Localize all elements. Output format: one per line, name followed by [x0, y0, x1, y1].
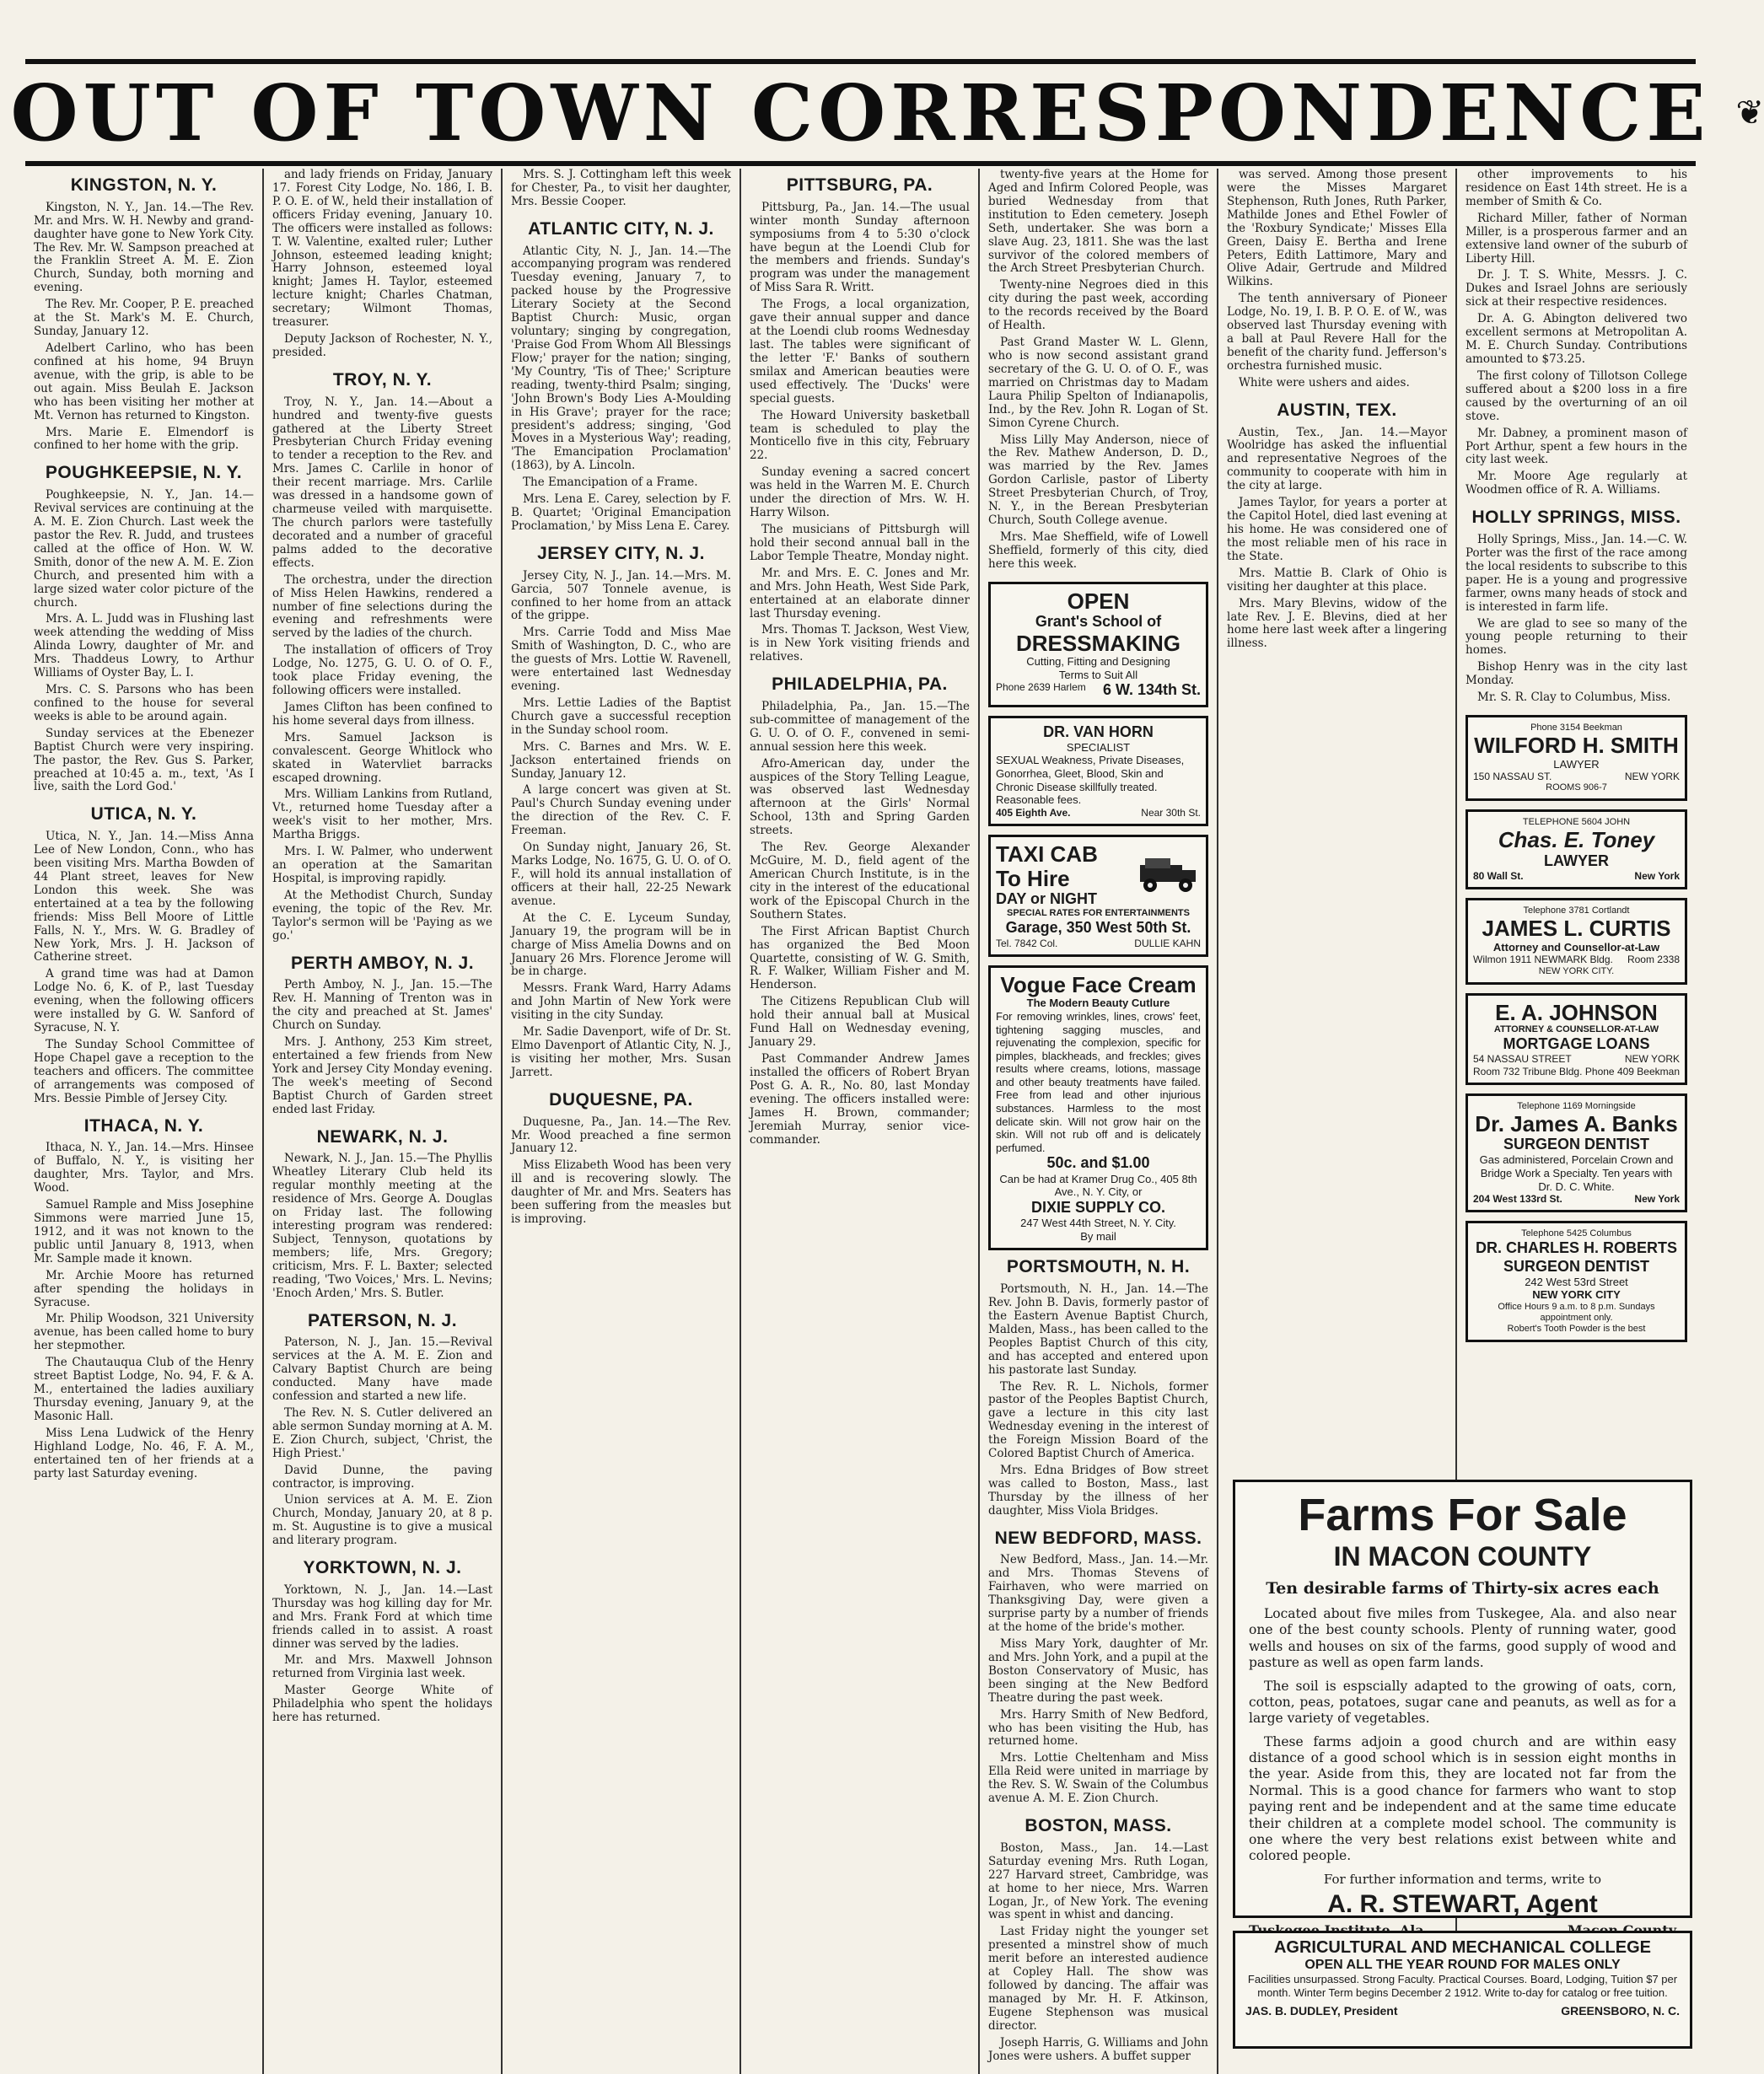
ad-toney-city: New York	[1634, 870, 1680, 882]
article-heading: JERSEY CITY, N. J.	[511, 544, 731, 565]
ad-toney-name: Chas. E. Toney	[1473, 828, 1680, 852]
article-paragraph: The Rev. R. L. Nichols, former pastor of the Peoples Baptist Church, gave a lecture in this city last Wednesday evening in the interest of the Foreign Mission Board of the Colored Baptist Church of America.	[988, 1381, 1208, 1462]
article	[988, 1529, 1208, 1806]
ad-open-subject: DRESSMAKING	[996, 631, 1201, 656]
article-paragraph: The Rev. N. S. Cutler delivered an able sermon Sunday morning at A. M. E. Zion Church, subject, 'Christ, the High Priest.'	[272, 1407, 492, 1461]
article-paragraph: Ithaca, N. Y., Jan. 14.—Mrs. Hinsee of Buffalo, N. Y., is visiting her daughter, Mrs. Taylor, and Mrs. Wood.	[34, 1142, 254, 1196]
ad-open-line: Cutting, Fitting and Designing	[996, 655, 1201, 669]
article	[272, 370, 492, 943]
article-paragraph: Perth Amboy, N. J., Jan. 15.—The Rev. H. Manning of Trenton was in the city and preached at St. James' Church on Sunday.	[272, 979, 492, 1033]
article-paragraph: Mr. Dabney, a prominent mason of Port Arthur, spent a few hours in the city last week.	[1466, 427, 1687, 468]
article-paragraph: Holly Springs, Miss., Jan. 14.—C. W. Porter was the first of the race among the local residents to subscribe to this paper. He is a young and progressive farmer, owns many heads of stock and is interested in farm life.	[1466, 534, 1687, 615]
article-heading: YORKTOWN, N. J.	[272, 1558, 492, 1579]
article-paragraph: Austin, Tex., Jan. 14.—Mayor Woolridge has asked the influential and representative Negroes of the community to cooperate with him in the city at large.	[1227, 427, 1447, 494]
article	[1227, 400, 1447, 652]
article-paragraph: Mrs. William Lankins from Rutland, Vt., returned home Tuesday after a week's visit to her mother, Mrs. Martha Briggs.	[272, 788, 492, 842]
article-paragraph: Mr. Archie Moore has returned after spending the holidays in Syracuse.	[34, 1270, 254, 1310]
ad-johnson-room: Room 732 Tribune Bldg.	[1473, 1066, 1582, 1077]
article-paragraph: Mrs. Mattie B. Clark of Ohio is visiting her daughter at this place.	[1227, 567, 1447, 594]
article-heading: UTICA, N. Y.	[34, 804, 254, 825]
article	[272, 954, 492, 1117]
column-3	[503, 169, 741, 2074]
page-title: OUT OF TOWN CORRESPONDENCE	[11, 67, 1711, 159]
ad-smith-name: WILFORD H. SMITH	[1473, 733, 1680, 758]
ad-johnson-phone: Phone 409 Beekman	[1585, 1066, 1680, 1077]
roberts-dentist-ad	[1466, 1221, 1687, 1342]
article	[511, 219, 731, 534]
article-paragraph: Dr. J. T. S. White, Messrs. J. C. Dukes and Israel Johns are seriously sick at their respective residences.	[1466, 269, 1687, 309]
article-paragraph: Mrs. S. J. Cottingham left this week for Chester, Pa., to visit her daughter, Mrs. Bessie Cooper.	[511, 169, 731, 209]
farms-write: For further information and terms, write to	[1249, 1872, 1676, 1887]
ad-banks-city: New York	[1634, 1193, 1680, 1205]
ad-vogue-mail: By mail	[996, 1230, 1201, 1244]
article-paragraph: Pittsburg, Pa., Jan. 14.—The usual winter month Sunday afternoon symposiums from 4 to 5:30 o'clock have begun at the Loendi Club for the members and friends. Sunday's program was under the management of Miss Sara R. Writt.	[750, 201, 970, 295]
article-paragraph: Troy, N. Y., Jan. 14.—About a hundred and twenty-five guests gathered at the Liberty Street Presbyterian Church Friday evening to tender a reception to the Rev. and Mrs. James C. Carlile in honor of their recent marriage. Mrs. Carlile was dressed in a handsome gown of charmeuse veiled with marquisette. The church parlors were tastefully decorated and a number of graceful palms added to the decorative effects.	[272, 396, 492, 571]
ads-block-open	[988, 582, 1208, 1251]
dressmaking-ad	[988, 582, 1208, 707]
taxi-ad	[988, 835, 1208, 957]
agri-foot-right: GREENSBORO, N. C.	[1561, 2004, 1680, 2018]
ad-taxi-special: SPECIAL RATES FOR ENTERTAINMENTS	[996, 908, 1201, 919]
article-paragraph: Mr. and Mrs. E. C. Jones and Mr. and Mrs. John Heath, West Side Park, entertained at an elaborate dinner last Thursday evening.	[750, 567, 970, 621]
article	[272, 1558, 492, 1725]
article-paragraph: At the Methodist Church, Sunday evening, the topic of the Rev. Mr. Taylor's sermon will be 'Paying as we go.'	[272, 889, 492, 943]
article-paragraph: James Clifton has been confined to his home several days from illness.	[272, 701, 492, 728]
article-paragraph: James Taylor, for years a porter at the Capitol Hotel, died last evening at his home. He was considered one of the most reliable men of his race in the State.	[1227, 497, 1447, 564]
agri-title: AGRICULTURAL AND MECHANICAL COLLEGE	[1245, 1938, 1680, 1958]
article-paragraph: Union services at A. M. E. Zion Church, Monday, January 20, at 8 p. m. St. Augustine is to give a musical and literary program.	[272, 1494, 492, 1548]
ad-banks-body: Gas administered, Porcelain Crown and Bridge Work a Specialty. Ten years with Dr. D. C. White.	[1473, 1153, 1680, 1193]
article-paragraph: Mr. S. R. Clay to Columbus, Miss.	[1466, 691, 1687, 705]
article-paragraph: At the C. E. Lyceum Sunday, January 19, the program will be in charge of Miss Amelia Downs and on January 26 Mrs. Florence Jerome will be in charge.	[511, 912, 731, 980]
ad-curtis-city: NEW YORK CITY.	[1473, 966, 1680, 977]
farms-paragraph-2: The soil is espscially adapted to the growing of oats, corn, cotton, peas, potatoes, sugar cane and peanuts, as well as for a large variety of vegetables.	[1249, 1679, 1676, 1727]
article-paragraph: and lady friends on Friday, January 17. Forest City Lodge, No. 186, I. B. P. O. E. of W., held their installation of officers Friday evening, January 10. The officers were installed as follows: T. W. Valentine, exalted ruler; Luther Johnson, esteemed leading knight; Harry Johnson, esteemed loyal knight; James H. Taylor, esteemed lecture knight; Charles Chatman, secretary; Wilmont Thomas, treasurer.	[272, 169, 492, 330]
ad-vanhorn-body: SEXUAL Weakness, Private Diseases, Gonorrhea, Gleet, Blood, Skin and Chronic Disease skillfully treated. Reasonable fees.	[996, 754, 1201, 806]
article-paragraph: Duquesne, Pa., Jan. 14.—The Rev. Mr. Wood preached a fine sermon January 12.	[511, 1116, 731, 1157]
article	[272, 1127, 492, 1301]
article-paragraph: The installation of officers of Troy Lodge, No. 1275, G. U. O. of O. F., took place Friday evening, the following officers were installed.	[272, 644, 492, 698]
article	[511, 1090, 731, 1227]
ad-toney-addr: 80 Wall St.	[1473, 870, 1524, 882]
ad-vanhorn-name: DR. VAN HORN	[996, 723, 1201, 741]
article-paragraph: Miss Elizabeth Wood has been very ill and is recovering slowly. The daughter of Mr. and Mrs. Seaters has been suffering from the measles but is improving.	[511, 1159, 731, 1227]
ad-vanhorn-near: Near 30th St.	[1141, 807, 1201, 819]
ad-roberts-hours: Office Hours 9 a.m. to 8 p.m. Sundays appointment only.	[1473, 1302, 1680, 1324]
farms-agent: A. R. STEWART, Agent	[1249, 1890, 1676, 1919]
article-paragraph: New Bedford, Mass., Jan. 14.—Mr. and Mrs. Thomas Stevens of Fairhaven, who were married on Thanksgiving Day, were given a surprise party by a number of friends at the home of the bride's mother.	[988, 1554, 1208, 1635]
article-paragraph: Paterson, N. J., Jan. 15.—Revival services at the A. M. E. Zion and Calvary Baptist Church are being conducted. Many have made confession and started a new life.	[272, 1336, 492, 1404]
article-paragraph: The Citizens Republican Club will hold their annual ball at Musical Fund Hall on Wednesday evening, January 29.	[750, 996, 970, 1050]
article-paragraph: Mrs. Mae Sheffield, wife of Lowell Sheffield, formerly of this city, died here this week.	[988, 531, 1208, 572]
article	[272, 1311, 492, 1549]
article-heading: KINGSTON, N. Y.	[34, 175, 254, 196]
article-paragraph: Past Grand Master W. L. Glenn, who is now second assistant grand secretary of the G. U. O. of O. F., was married on Christmas day to Madam Laura Philip Spelton of Indianapolis, Ind., by the Rev. John R. Logan of St. Simon Cyrene Church.	[988, 336, 1208, 430]
article-heading: HOLLY SPRINGS, MISS.	[1466, 508, 1687, 529]
article-paragraph: Mr. Philip Woodson, 321 University avenue, has been called home to bury her stepmother.	[34, 1313, 254, 1353]
ad-smith-addr: 150 NASSAU ST.	[1473, 771, 1552, 782]
article-paragraph: Utica, N. Y., Jan. 14.—Miss Anna Lee of New London, Conn., who has been visiting Mrs. Martha Bowden of 44 Plant street, leaves for New London this week. She was entertained at a tea by the following friends: Miss Bell Moore of Little Falls, N. Y., Mrs. W. G. Bradley of New York, Mrs. J. H. Jackson of Catherine street.	[34, 830, 254, 964]
ad-curtis-title: Attorney and Counsellor-at-Law	[1473, 941, 1680, 954]
ad-smith-rooms: ROOMS 906-7	[1473, 782, 1680, 793]
ad-johnson-addr: 54 NASSAU STREET	[1473, 1053, 1572, 1065]
article-paragraph: Mr. Sadie Davenport, wife of Dr. St. Elmo Davenport of Atlantic City, N. J., is visiting her mother, Mrs. Susan Jarrett.	[511, 1026, 731, 1080]
article-paragraph: other improvements to his residence on East 14th street. He is a member of Smith & Co.	[1466, 169, 1687, 209]
article-paragraph: Sunday evening a sacred concert was held in the Warren M. E. Church under the direction of Mrs. W. H. Harry Wilson.	[750, 466, 970, 520]
ad-open-school: Grant's School of	[996, 613, 1201, 631]
agri-sub: OPEN ALL THE YEAR ROUND FOR MALES ONLY	[1245, 1958, 1680, 1973]
article-paragraph: Mrs. Marie E. Elmendorf is confined to her home with the grip.	[34, 427, 254, 454]
article-paragraph: Mr. and Mrs. Maxwell Johnson returned from Virginia last week.	[272, 1654, 492, 1681]
article-paragraph: Bishop Henry was in the city last Monday.	[1466, 661, 1687, 688]
ad-johnson-sub: MORTGAGE LOANS	[1473, 1035, 1680, 1053]
article-paragraph: Last Friday night the younger set presented a minstrel show of much merit before an interested audience at Copley Hall. The show was followed by dancing. The affair was managed by Mr. H. F. Atkinson, Eugene Stephenson was musical director.	[988, 1926, 1208, 2033]
article-heading: PHILADELPHIA, PA.	[750, 674, 970, 696]
ad-banks-title: SURGEON DENTIST	[1473, 1136, 1680, 1153]
article-paragraph: The Rev. Mr. Cooper, P. E. preached at the St. Mark's M. E. Church, Sunday, January 12.	[34, 298, 254, 339]
ad-vogue-sub: The Modern Beauty Cutlure	[996, 997, 1201, 1010]
vogue-face-cream-ad	[988, 965, 1208, 1251]
article-paragraph: Master George White of Philadelphia who spent the holidays here has returned.	[272, 1684, 492, 1725]
ad-curtis-addr: Wilmon 1911 NEWMARK Bldg.	[1473, 954, 1613, 965]
article-paragraph: Miss Mary York, daughter of Mr. and Mrs. John York, and a pupil at the Boston Conservatory of Music, has been singing at the New Bedford Theatre during the past week.	[988, 1638, 1208, 1706]
article-paragraph: White were ushers and aides.	[1227, 377, 1447, 390]
article-heading: POUGHKEEPSIE, N. Y.	[34, 463, 254, 484]
article-heading: ITHACA, N. Y.	[34, 1116, 254, 1137]
article-paragraph: David Dunne, the paving contractor, is improving.	[272, 1464, 492, 1491]
article-paragraph: Mrs. Mary Blevins, widow of the late Rev. J. E. Blevins, died at her home here last week after a lingering illness.	[1227, 598, 1447, 652]
article-paragraph: Mrs. C. S. Parsons who has been confined to the house for several weeks is able to be around again.	[34, 684, 254, 724]
article-paragraph: Mrs. Harry Smith of New Bedford, who has been visiting the Hub, has returned home.	[988, 1709, 1208, 1749]
article-paragraph: Mrs. Samuel Jackson is convalescent. George Whitlock who skated in Watervliet barracks escaped drowning.	[272, 732, 492, 786]
farms-paragraph-1: Located about five miles from Tuskegee, Ala. and also near one of the best county schools. Plenty of running water, good wells and houses on six of the farms, good supply of wood and pasture as well as open farm lands.	[1249, 1606, 1676, 1672]
ad-taxi-garage: Garage, 350 West 50th St.	[996, 919, 1201, 937]
ad-roberts-name: DR. CHARLES H. ROBERTS	[1473, 1239, 1680, 1257]
article-paragraph: Mrs. Lena E. Carey, selection by F. B. Quartet; 'Original Emancipation Proclamation,' by Miss Lena E. Carey.	[511, 493, 731, 534]
farms-title: Farms For Sale	[1249, 1492, 1676, 1538]
article-heading: PERTH AMBOY, N. J.	[272, 954, 492, 975]
ad-johnson-title: ATTORNEY & COUNSELLOR-AT-LAW	[1473, 1024, 1680, 1035]
article-paragraph: Sunday services at the Ebenezer Baptist Church were very inspiring. The pastor, the Rev. Gus S. Parker, preached at 10:45 a. m., text, 'As I live, saith the Lord God.'	[34, 728, 254, 795]
ad-smith-title: LAWYER	[1473, 758, 1680, 771]
column-2	[264, 169, 503, 2074]
ad-curtis-room: Room 2338	[1627, 954, 1680, 965]
ad-open-address: 6 W. 134th St.	[1103, 681, 1201, 699]
ad-taxi-line1: TAXI CAB	[996, 842, 1098, 867]
ad-banks-addr: 204 West 133rd St.	[1473, 1193, 1562, 1205]
article	[34, 463, 254, 794]
article-paragraph: The Emancipation of a Frame.	[511, 476, 731, 490]
ad-vanhorn-address: 405 Eighth Ave.	[996, 807, 1070, 819]
ad-open-phone: Phone 2639 Harlem	[996, 681, 1086, 699]
ad-vogue-dixie: DIXIE SUPPLY CO.	[996, 1199, 1201, 1217]
article	[34, 1116, 254, 1481]
ad-taxi-line3: DAY or NIGHT	[996, 890, 1098, 908]
article-paragraph: Samuel Rample and Miss Josephine Simmons were married June 15, 1912, and it was not known to the public until January 8, 1913, when Mr. Sample made it known.	[34, 1199, 254, 1266]
ad-smith-city: NEW YORK	[1625, 771, 1680, 782]
article-paragraph: We are glad to see so many of the young people returning to their homes.	[1466, 618, 1687, 658]
column-7	[1457, 169, 1696, 1475]
farms-subtitle: IN MACON COUNTY	[1249, 1541, 1676, 1572]
article-paragraph: Mrs. Carrie Todd and Miss Mae Smith of Washington, D. C., who are the guests of Mrs. Lottie W. Ravenell, were entertained last Wednesday evening.	[511, 626, 731, 694]
article-paragraph: Richard Miller, father of Norman Miller, is a prosperous farmer and an extensive land owner of the suburb of Liberty Hill.	[1466, 212, 1687, 266]
agri-body: Facilities unsurpassed. Strong Faculty. Practical Courses. Board, Lodging, Tuition $7 per month. Winter Term begins December 2 1912. Write to-day for catalog or free tuition.	[1245, 1973, 1680, 2001]
article-paragraph: Joseph Harris, G. Williams and John Jones were ushers. A buffet supper	[988, 2037, 1208, 2064]
banks-dentist-ad	[1466, 1093, 1687, 1213]
ad-vogue-body: For removing wrinkles, lines, crows' feet, tightening sagging muscles, and rejuvenating the complexion, specific for pimples, blackheads, and freckles; gives results where creams, lotions, massage and other beauty treatments have failed. Free from lead and other injurious substances. Harmless to the most delicate skin. Will not grow hair on the skin. Will not rub off and is delicately perfumed.	[996, 1010, 1201, 1155]
article	[988, 1257, 1208, 1518]
article	[34, 175, 254, 453]
article-paragraph: twenty-five years at the Home for Aged and Infirm Colored People, was buried Wednesday from that institution to Eden cemetery. Joseph Seth, undertaker. She was born a slave Aug. 23, 1811. She was the last survivor of the colored members of the Arch Street Presbyterian Church.	[988, 169, 1208, 276]
ads-block-professional	[1466, 715, 1687, 1342]
article-heading: DUQUESNE, PA.	[511, 1090, 731, 1111]
article-paragraph: The orchestra, under the direction of Miss Helen Hawkins, rendered a number of fine selections during the evening and refreshments were served by the ladies of the church.	[272, 574, 492, 642]
ad-roberts-title: SURGEON DENTIST	[1473, 1258, 1680, 1276]
article-paragraph: Mrs. J. Anthony, 253 Kim street, entertained a few friends from New York and Jersey City Monday evening. The week's meeting of Second Baptist Church of Garden street ended last Friday.	[272, 1036, 492, 1117]
toney-lawyer-ad	[1466, 809, 1687, 889]
article	[1227, 169, 1447, 390]
article-paragraph: Mrs. Edna Bridges of Bow street was called to Boston, Mass., last Thursday by the illness of her daughter, Miss Viola Bridges.	[988, 1464, 1208, 1518]
article-paragraph: The Rev. George Alexander McGuire, M. D., field agent of the American Church Institute, is in the city in the interest of the educational work of the Episcopal Church in the Southern States.	[750, 841, 970, 922]
vanhorn-ad	[988, 716, 1208, 826]
article-heading: BOSTON, MASS.	[988, 1816, 1208, 1837]
agri-foot-left: JAS. B. DUDLEY, President	[1245, 2004, 1398, 2018]
leaf-ornament-right-icon: ❦	[1736, 94, 1764, 132]
article-paragraph: Mrs. Thomas T. Jackson, West View, is in New York visiting friends and relatives.	[750, 624, 970, 664]
ad-taxi-line2: To Hire	[996, 867, 1098, 891]
farms-for-sale-ad	[1233, 1480, 1692, 1918]
article-paragraph: Past Commander Andrew James installed the officers of Robert Bryan Post G. A. R., No. 80, last Monday evening. The officers installed were: James H. Brown, commander; Jeremiah Murray, senior vice-commander.	[750, 1053, 970, 1147]
article-paragraph: The first colony of Tillotson College suffered about a $200 loss in a fire caused by the overturning of an oil stove.	[1466, 370, 1687, 424]
article-paragraph: The Sunday School Committee of Hope Chapel gave a reception to the teachers and officers. The committee of arrangements was composed of Mrs. Bessie Pimble of Jersey City.	[34, 1039, 254, 1106]
ad-roberts-phone: Telephone 5425 Columbus	[1473, 1228, 1680, 1239]
article-paragraph: Mr. Moore Age regularly at Woodmen office of R. A. Williams.	[1466, 470, 1687, 497]
article-heading: TROY, N. Y.	[272, 370, 492, 391]
ad-banks-name: Dr. James A. Banks	[1473, 1112, 1680, 1136]
article	[1466, 508, 1687, 705]
article-paragraph: Messrs. Frank Ward, Harry Adams and John Martin of New York were visiting in the city Sunday.	[511, 982, 731, 1023]
ad-johnson-name: E. A. JOHNSON	[1473, 1001, 1680, 1025]
curtis-lawyer-ad	[1466, 898, 1687, 984]
article-heading: ATLANTIC CITY, N. J.	[511, 219, 731, 240]
ad-roberts-addr: 242 West 53rd Street	[1473, 1276, 1680, 1289]
article-paragraph: The musicians of Pittsburgh will hold their second annual ball in the Labor Temple Theatre, Monday night.	[750, 524, 970, 564]
ad-vogue-price: 50c. and $1.00	[996, 1154, 1201, 1172]
ad-vogue-dixie-addr: 247 West 44th Street, N. Y. City.	[996, 1217, 1201, 1230]
article	[750, 175, 970, 664]
article-paragraph: Poughkeepsie, N. Y., Jan. 14.—Revival services are continuing at the A. M. E. Zion Church. Last week the pastor the Rev. R. Judd, and trustees called at the office of Hon. W. W. Smith, donor of the new A. M. E. Zion Church, and presented him with a large sized water color picture of the church.	[34, 489, 254, 610]
column-4	[741, 169, 980, 2074]
article-paragraph: Twenty-nine Negroes died in this city during the past week, according to the records received by the Board of Health.	[988, 279, 1208, 333]
ad-open-title: OPEN	[996, 589, 1201, 614]
article-heading: AUSTIN, TEX.	[1227, 400, 1447, 422]
article-paragraph: Boston, Mass., Jan. 14.—Last Saturday evening Mrs. Ruth Logan, 227 Harvard street, Cambridge, was at home to her niece, Mrs. Warren Logan, Jr., of New York. The evening was spent in whist and dancing.	[988, 1842, 1208, 1923]
farms-tagline: Ten desirable farms of Thirty-six acres each	[1249, 1579, 1676, 1598]
ad-vogue-title: Vogue Face Cream	[996, 973, 1201, 997]
ad-taxi-owner: DULLIE KAHN	[1134, 938, 1201, 949]
farms-paragraph-3: These farms adjoin a good church and are within easy distance of a good school which is in session eight months in the year. Aside from this, they are located not far from the Normal. This is a good chance for farmers who want to stop paying rent and be independent and at the same time educate their children at a complete model school. The community is one where the very best relations exist between white and colored people.	[1249, 1734, 1676, 1865]
taxi-car-icon	[1133, 855, 1201, 895]
article-paragraph: Dr. A. G. Abington delivered two excellent sermons at Metropolitan A. M. E. Church Sunday. Contributions amounted to $73.25.	[1466, 313, 1687, 367]
article-paragraph: was served. Among those present were the Misses Margaret Stephenson, Ruth Jones, Ruth Parker, Mathilde Jones and Ethel Fowler of the 'Roxbury Syndicate;' Misses Ella Green, Daisy E. Bertha and Irene Peters, Edith Lattimore, Mary and Olive Adair, Gertrude and Mildred Wilkins.	[1227, 169, 1447, 289]
ad-taxi-tel: Tel. 7842 Col.	[996, 938, 1057, 949]
ad-smith-phone: Phone 3154 Beekman	[1473, 723, 1680, 733]
article	[34, 804, 254, 1105]
article-heading: PITTSBURG, PA.	[750, 175, 970, 196]
article-paragraph: Philadelphia, Pa., Jan. 15.—The sub-committee of management of the G. U. O. of O. F., convened in semi-annual session here this week.	[750, 701, 970, 755]
ad-roberts-note: Robert's Tooth Powder is the best	[1473, 1324, 1680, 1335]
article-paragraph: On Sunday night, January 26, St. Marks Lodge, No. 1675, G. U. O. of O. F., will hold its annual installation of officers at their hall, 22-25 Newark avenue.	[511, 841, 731, 909]
article-paragraph: Mrs. I. W. Palmer, who underwent an operation at the Samaritan Hospital, is improving rapidly.	[272, 846, 492, 886]
ad-johnson-city: NEW YORK	[1625, 1053, 1680, 1065]
ad-roberts-city: NEW YORK CITY	[1473, 1288, 1680, 1302]
article-paragraph: The Frogs, a local organization, gave their annual supper and dance at the Loendi club rooms Wednesday last. The tables were significant of the letter 'F.' Banks of southern smilax and American beauties were used effectively. The 'Ducks' were special guests.	[750, 298, 970, 406]
agricultural-college-ad	[1233, 1931, 1692, 2049]
article-heading: NEW BEDFORD, MASS.	[988, 1529, 1208, 1550]
smith-lawyer-ad	[1466, 715, 1687, 801]
article-paragraph: Jersey City, N. J., Jan. 14.—Mrs. M. Garcia, 507 Tonnele avenue, is confined to her home from an attack of the grippe.	[511, 570, 731, 624]
article	[272, 169, 492, 360]
article-paragraph: The Chautauqua Club of the Henry street Baptist Lodge, No. 94, F. & A. M., entertained the ladies auxiliary Thursday evening, January 9, at the Masonic Hall.	[34, 1357, 254, 1424]
article	[988, 169, 1208, 572]
johnson-lawyer-ad	[1466, 993, 1687, 1085]
ad-toney-title: LAWYER	[1473, 852, 1680, 870]
ad-toney-phone: TELEPHONE 5604 JOHN	[1473, 817, 1680, 828]
article-heading: PATERSON, N. J.	[272, 1311, 492, 1332]
article	[988, 1816, 1208, 2064]
article-paragraph: A grand time was had at Damon Lodge No. 6, K. of P., last Tuesday evening, when the following officers were installed by G. W. Sanford of Syracuse, N. Y.	[34, 968, 254, 1035]
article-paragraph: Mrs. Lettie Ladies of the Baptist Church gave a successful reception in the Sunday school room.	[511, 697, 731, 738]
article-paragraph: Mrs. A. L. Judd was in Flushing last week attending the wedding of Miss Alinda Lowry, daughter of Mr. and Mrs. Thaddeus Lowry, to Arthur Williams of Oyster Bay, L. I.	[34, 613, 254, 680]
article-paragraph: Mrs. C. Barnes and Mrs. W. E. Jackson entertained friends on Sunday, January 12.	[511, 741, 731, 782]
article-paragraph: Mrs. Lottie Cheltenham and Miss Ella Reid were united in marriage by the Rev. S. W. Swain of the Columbus avenue A. M. E. Zion Church.	[988, 1752, 1208, 1806]
article-paragraph: The First African Baptist Church has organized the Bed Moon Quartette, consisting of W. G. Smith, R. F. Walker, William Fisher and M. Henderson.	[750, 926, 970, 993]
article-paragraph: Afro-American day, under the auspices of the Story Telling League, was observed last Wednesday afternoon at the Girls' Normal School, 13th and Spring Garden streets.	[750, 758, 970, 839]
article-paragraph: The tenth anniversary of Pioneer Lodge, No. 19, I. B. P. O. E. of W., was observed last Thursday evening with a ball at Paul Revere Hall for the benefit of the charity fund. Jefferson's orchestra furnished music.	[1227, 293, 1447, 373]
article-heading: PORTSMOUTH, N. H.	[988, 1257, 1208, 1278]
ad-vanhorn-title: SPECIALIST	[996, 741, 1201, 755]
ad-vogue-where: Can be had at Kramer Drug Co., 405 8th Ave., N. Y. City, or	[996, 1173, 1201, 1199]
article-paragraph: Deputy Jackson of Rochester, N. Y., presided.	[272, 333, 492, 360]
article-paragraph: Adelbert Carlino, who has been confined at his home, 94 Bruyn avenue, with the grip, is able to be out again. Miss Beulah E. Jackson who has been visiting her mother at Mt. Vernon has returned to Kingston.	[34, 342, 254, 423]
article-paragraph: Atlantic City, N. J., Jan. 14.—The accompanying program was rendered Tuesday evening, January 7, to packed house by the Progressive Literary Society at the Second Baptist Church: Music, organ voluntary; singing by congregation, 'Praise God From Whom All Blessings Flow;' prayer for the nation; singing, 'My Country, 'Tis of Thee;' Scripture reading, twenty-third Psalm; singing, 'John Brown's Body Lies A-Moulding in His Grave'; prayer for the race; president's address; singing, 'God Moves in a Mysterious Way'; reading, 'The Emancipation Proclamation' (1863), by A. Lincoln.	[511, 245, 731, 474]
column-5	[980, 169, 1218, 2074]
article-paragraph: A large concert was given at St. Paul's Church Sunday evening under the direction of the Rev. C. F. Freeman.	[511, 784, 731, 838]
article	[1466, 169, 1687, 497]
column-1	[25, 169, 264, 2074]
article	[511, 544, 731, 1080]
article-paragraph: Miss Lena Ludwick of the Henry Highland Lodge, No. 46, F. A. M., entertained ten of her friends at a party last Saturday evening.	[34, 1427, 254, 1481]
article-paragraph: Yorktown, N. J., Jan. 14.—Last Thursday was hog killing day for Mr. and Mrs. Frank Ford at which time friends called in to assist. A roast dinner was served by the ladies.	[272, 1584, 492, 1652]
ad-curtis-phone: Telephone 3781 Cortlandt	[1473, 905, 1680, 916]
article	[511, 169, 731, 209]
article-paragraph: Miss Lilly May Anderson, niece of the Rev. Mathew Anderson, D. D., was married by the Rev. James Gordon Carlisle, pastor of Liberty Street Presbyterian Church, of Troy, N. Y., in the Berean Presbyterian Church, South College avenue.	[988, 434, 1208, 528]
article-heading: NEWARK, N. J.	[272, 1127, 492, 1148]
article-paragraph: The Howard University basketball team is scheduled to play the Monticello five in this city, February 22.	[750, 410, 970, 464]
ad-banks-phone: Telephone 1169 Morningside	[1473, 1101, 1680, 1112]
article	[750, 674, 970, 1147]
masthead	[25, 59, 1696, 166]
ad-curtis-name: JAMES L. CURTIS	[1473, 916, 1680, 941]
article-paragraph: Portsmouth, N. H., Jan. 14.—The Rev. John B. Davis, formerly pastor of the Eastern Avenue Baptist Church, Malden, Mass., has been called to the Peoples Baptist Church of this city, and has accepted and entered upon his pastorate last Sunday.	[988, 1283, 1208, 1377]
ad-open-terms: Terms to Suit All	[996, 669, 1201, 682]
article-paragraph: Newark, N. J., Jan. 15.—The Phyllis Wheatley Literary Club held its regular monthly meeting at the residence of Mrs. George A. Douglas on Friday last. The following interesting program was rendered: Subject, Tennyson, quotations by members; life, Mrs. Gregory; criticism, Mrs. F. L. Baxter; selected reading, 'Two Voices,' Mrs. L. Nevins; 'Enoch Arden,' Mrs. S. Butler.	[272, 1153, 492, 1300]
article-paragraph: Kingston, N. Y., Jan. 14.—The Rev. Mr. and Mrs. W. H. Newby and grand-daughter have gone to New York City. The Rev. Mr. W. Sampson preached at the Franklin Street A. M. E. Zion Church, Sunday, both morning and evening.	[34, 201, 254, 295]
